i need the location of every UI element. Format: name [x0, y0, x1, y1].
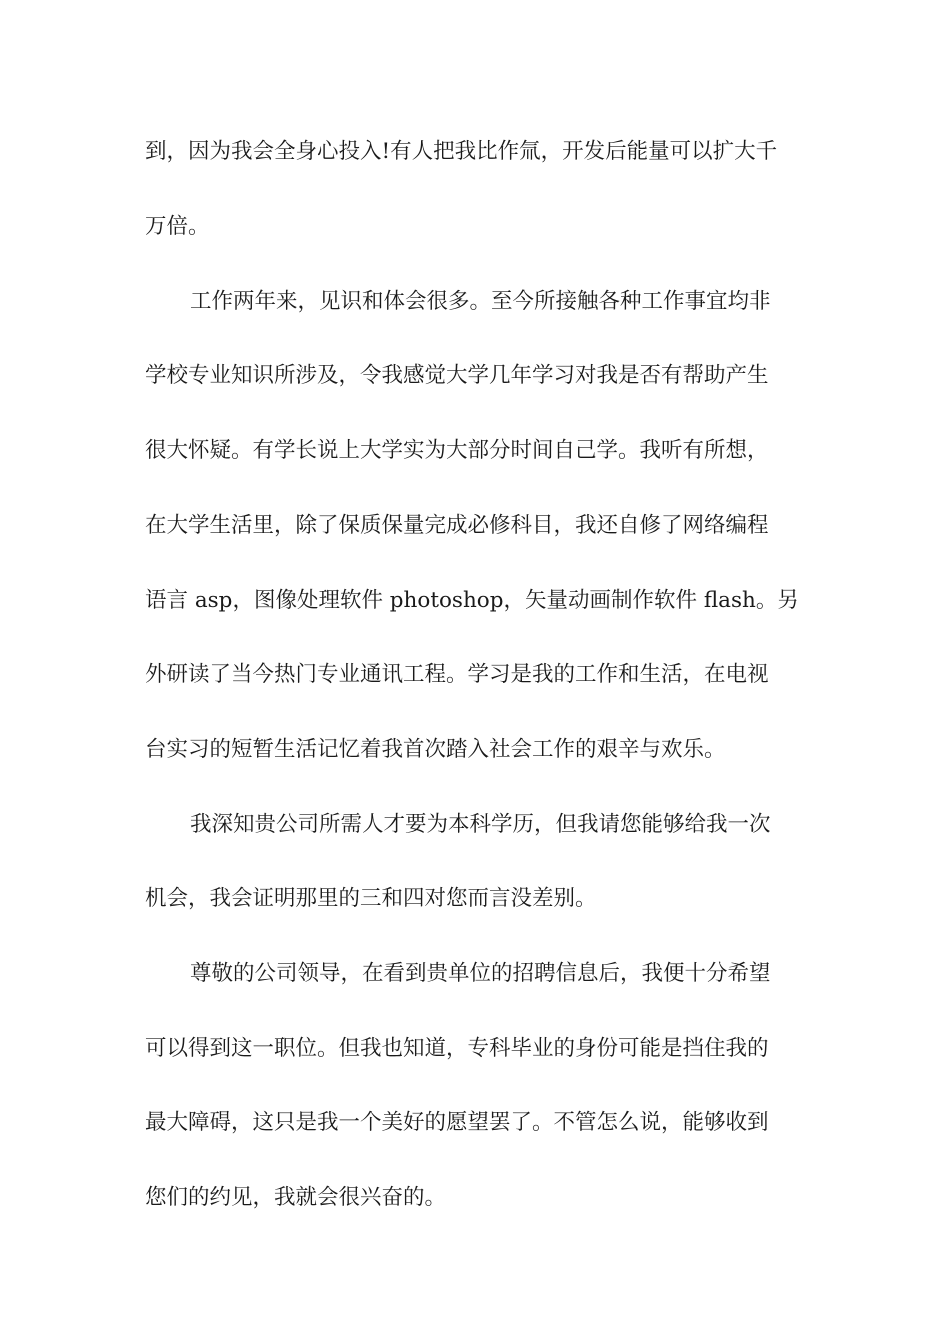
text-line: 语言 asp，图像处理软件 photoshop，矢量动画制作软件 flash。另 — [145, 588, 799, 613]
text-line: 万倍。 — [145, 214, 210, 239]
text-line: 学校专业知识所涉及，令我感觉大学几年学习对我是否有帮助产生 — [145, 363, 769, 388]
text-line: 机会，我会证明那里的三和四对您而言没差别。 — [145, 886, 597, 911]
text-line: 台实习的短暂生活记忆着我首次踏入社会工作的艰辛与欢乐。 — [145, 737, 726, 762]
text-line: 到，因为我会全身心投入!有人把我比作氚，开发后能量可以扩大千 — [145, 139, 778, 164]
text-line: 您们的约见，我就会很兴奋的。 — [145, 1185, 447, 1210]
paragraph-first-line: 我深知贵公司所需人才要为本科学历，但我请您能够给我一次 — [190, 812, 771, 837]
text-line: 很大怀疑。有学长说上大学实为大部分时间自己学。我听有所想， — [145, 438, 769, 463]
text-line: 最大障碍，这只是我一个美好的愿望罢了。不管怎么说，能够收到 — [145, 1110, 769, 1135]
paragraph-first-line: 尊敬的公司领导，在看到贵单位的招聘信息后，我便十分希望 — [190, 961, 771, 986]
paragraph-first-line: 工作两年来，见识和体会很多。至今所接触各种工作事宜均非 — [190, 289, 771, 314]
text-line: 外研读了当今热门专业通讯工程。学习是我的工作和生活，在电视 — [145, 662, 769, 687]
text-line: 在大学生活里，除了保质保量完成必修科目，我还自修了网络编程 — [145, 513, 769, 538]
text-line: 可以得到这一职位。但我也知道，专科毕业的身份可能是挡住我的 — [145, 1036, 769, 1061]
